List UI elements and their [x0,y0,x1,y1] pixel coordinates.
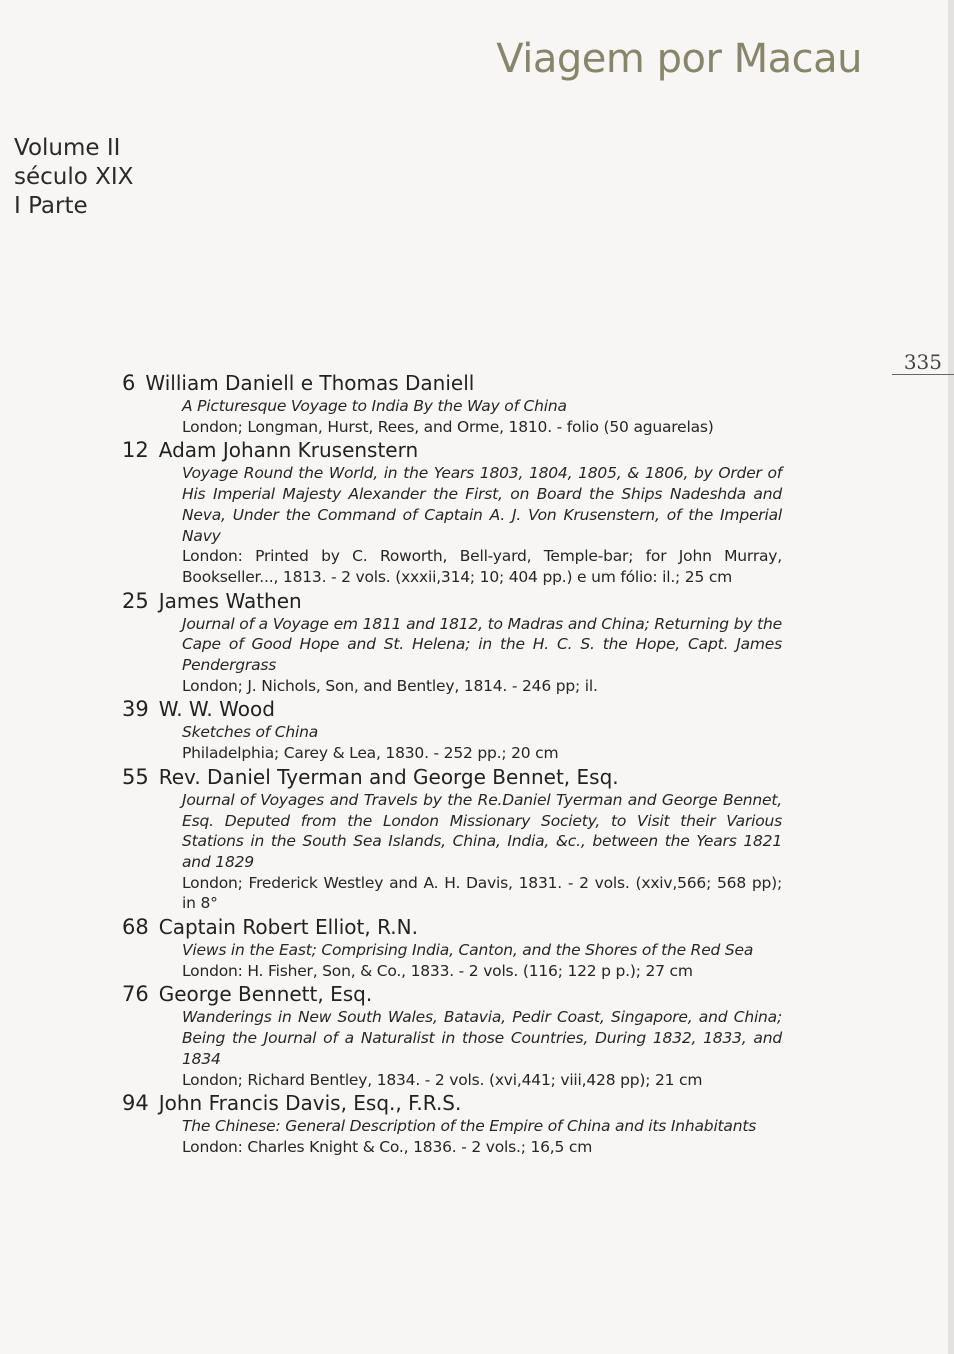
entry-number: 76 [122,982,149,1007]
entry-header [122,370,782,396]
entry-body [122,1007,782,1090]
bibliography-entry [122,437,782,587]
bibliography-entry [122,696,782,763]
entry-header [122,764,782,790]
entry-number: 55 [122,764,149,789]
page-edge [948,0,954,1354]
entry-number: 25 [122,588,149,613]
bibliography-entry [122,370,782,437]
bibliography-entry [122,588,782,697]
volume-line: século XIX [14,164,134,190]
entry-title: Sketches of China [182,723,319,742]
entry-number: 39 [122,697,149,722]
entry-title: Wanderings in New South Wales, Batavia, Pedir Coast, Singapore, and China; Being the Journal of a Naturalist in those Countries, During 1832, 1833, and 1834 [182,1008,782,1068]
entry-author: Adam Johann Krusenstern [158,438,419,463]
entry-title: Views in the East; Comprising India, Canton, and the Shores of the Red Sea [182,941,754,960]
entry-header [122,981,782,1007]
entry-body [122,790,782,914]
entry-imprint: London: H. Fisher, Son, & Co., 1833. - 2 vols. (116; 122 p p.); 27 cm [182,961,693,980]
entry-author: Captain Robert Elliot, R.N. [158,915,418,940]
entry-author: James Wathen [158,588,302,613]
bibliography-entry [122,981,782,1090]
entry-title: A Picturesque Voyage to India By the Way of China [182,397,567,415]
entry-imprint: London: Printed by C. Roworth, Bell-yard, Temple-bar; for John Murray, Bookseller..., 1813. - 2 vols. (xxxii,314; 10; 404 pp.) e um fólio: il.; 25 cm [182,547,782,586]
entry-author: Rev. Daniel Tyerman and George Bennet, Esq. [158,764,619,789]
entry-header [122,588,782,614]
volume-line: Volume II [14,135,121,161]
bibliography-entry [122,1090,782,1157]
entry-body [122,396,782,437]
entry-imprint: London; J. Nichols, Son, and Bentley, 1814. - 246 pp; il. [182,676,598,695]
bibliography-entry [122,914,782,981]
entry-body [122,463,782,587]
entry-body [122,614,782,697]
entry-title: Voyage Round the World, in the Years 1803, 1804, 1805, & 1806, by Order of His Imperial Majesty Alexander the First, on Board the Ships Nadeshda and Neva, Under the Command of Captain A. J. Von Krusenstern, of the Imperial Navy [182,464,782,545]
volume-line: I Parte [14,193,88,219]
entry-imprint: London: Charles Knight & Co., 1836. - 2 vols.; 16,5 cm [182,1137,593,1156]
entry-number: 68 [122,915,149,940]
entry-header [122,1090,782,1116]
entry-imprint: London; Longman, Hurst, Rees, and Orme, 1810. - folio (50 aguarelas) [182,417,714,436]
entry-number: 94 [122,1091,149,1116]
entry-body [122,1116,782,1157]
entry-author: William Daniell e Thomas Daniell [145,371,475,395]
entry-title: Journal of Voyages and Travels by the Re.Daniel Tyerman and George Bennet, Esq. Deputed from the London Missionary Society, to Visit their Various Stations in the South Sea Islands, China, India, &c., between the Years 1821 and 1829 [182,790,782,871]
volume-label [14,134,133,221]
entry-title: Journal of a Voyage em 1811 and 1812, to Madras and China; Returning by the Cape of Good Hope and St. Helena; in the H. C. S. the Hope, Capt. James Pendergrass [182,614,782,675]
page-number: 335 [892,350,954,375]
bibliography-list [122,370,782,1158]
entry-imprint: Philadelphia; Carey & Lea, 1830. - 252 pp.; 20 cm [182,744,559,763]
entry-imprint: London; Richard Bentley, 1834. - 2 vols. (xvi,441; viii,428 pp); 21 cm [182,1070,703,1089]
entry-author: George Bennett, Esq. [158,982,373,1007]
entry-body [122,722,782,763]
entry-number: 6 [122,371,136,395]
entry-header [122,437,782,463]
entry-title: The Chinese: General Description of the Empire of China and its Inhabitants [182,1117,757,1136]
entry-imprint: London; Frederick Westley and A. H. Davis, 1831. - 2 vols. (xxiv,566; 568 pp); in 8° [182,873,782,913]
entry-header [122,914,782,940]
book-title: Viagem por Macau [496,36,862,82]
entry-author: John Francis Davis, Esq., F.R.S. [158,1091,462,1116]
entry-header [122,696,782,722]
entry-number: 12 [122,438,149,463]
entry-author: W. W. Wood [158,697,275,722]
bibliography-entry [122,764,782,914]
entry-body [122,940,782,981]
